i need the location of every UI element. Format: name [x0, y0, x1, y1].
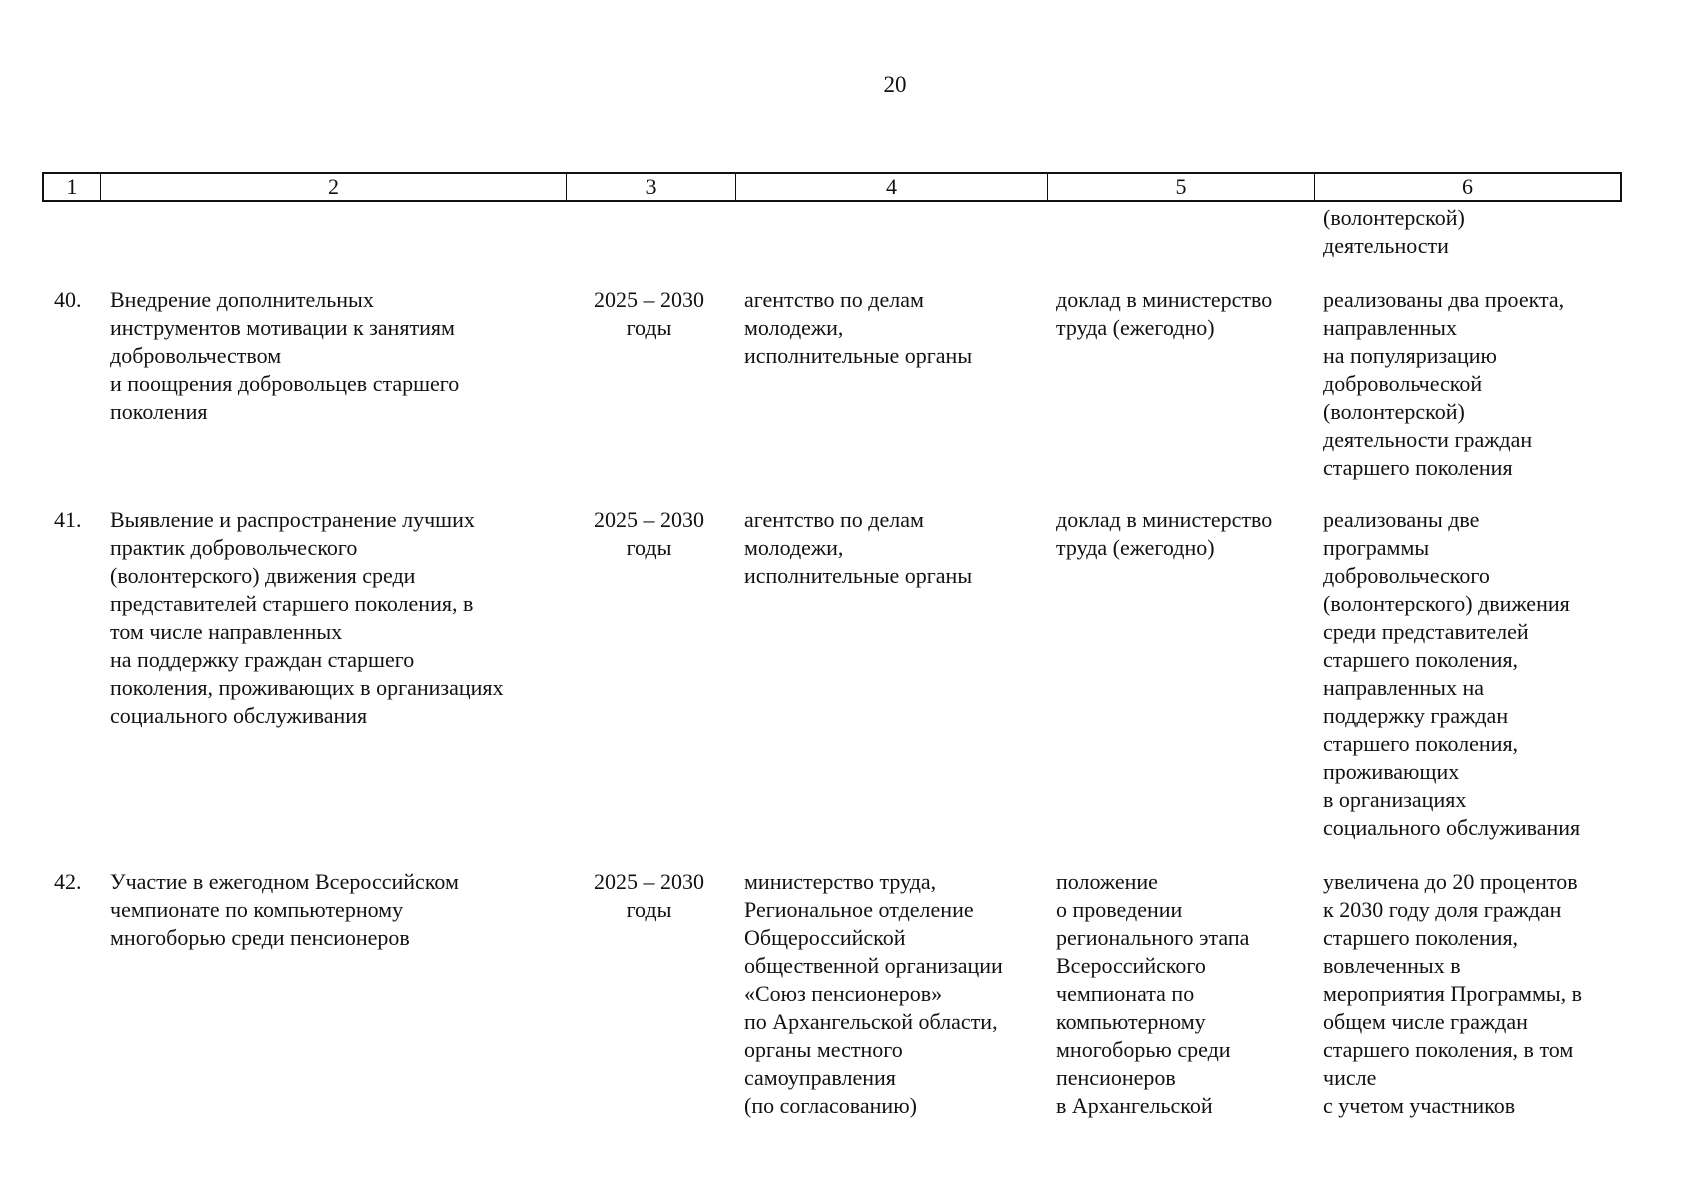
row-number: 40.: [54, 287, 82, 312]
column-header-1: 1: [44, 174, 101, 200]
column-header-2: 2: [101, 174, 567, 200]
result-cell: увеличена до 20 процентов к 2030 году доля граждан старшего поколения, вовлеченных в мероприятия Программы, в общем числе граждан старшего поколения, в том числе с учетом участников: [1323, 869, 1583, 1118]
measure-text: Выявление и распространение лучших практик добровольческого (волонтерского) движения среди представителей старшего поколения, в том числе направленных на поддержку граждан старшего поколения, проживающих в организациях социального обслуживания: [110, 507, 504, 728]
responsible-cell: министерство труда, Региональное отделение Общероссийской общественной организации «Союз пенсионеров» по Архангельской области, органы местного самоуправления (по согласованию): [744, 869, 1003, 1118]
column-header-3: 3: [567, 174, 736, 200]
result-cell: реализованы две программы добровольческого (волонтерского) движения среди представителей старшего поколения, направленных на поддержку граждан старшего поколения, проживающих в организациях социального обслуживания: [1323, 507, 1581, 840]
continuation-result-cell: (волонтерской) деятельности: [1323, 205, 1465, 258]
row-number: 41.: [54, 507, 82, 532]
report-cell: доклад в министерство труда (ежегодно): [1056, 507, 1273, 560]
responsible-cell: агентство по делам молодежи, исполнительные органы: [744, 287, 973, 368]
row-number: 42.: [54, 869, 82, 894]
responsible-cell: агентство по делам молодежи, исполнительные органы: [744, 507, 973, 588]
period-cell: 2025 – 2030 годы: [594, 287, 704, 340]
page-number: 20: [883, 72, 907, 97]
report-cell: положение о проведении регионального этапа Всероссийского чемпионата по компьютерному многоборью среди пенсионеров в Архангельской: [1056, 869, 1250, 1118]
table-header-row: [42, 172, 1622, 202]
period-cell: 2025 – 2030 годы: [594, 869, 704, 922]
measure-text: Участие в ежегодном Всероссийском чемпионате по компьютерному многоборью среди пенсионеров: [110, 869, 459, 950]
column-header-5: 5: [1048, 174, 1315, 200]
column-header-6: 6: [1462, 174, 1473, 199]
column-header-4: 4: [736, 174, 1048, 200]
result-cell: реализованы два проекта, направленных на популяризацию добровольческой (волонтерской) деятельности граждан старшего поколения: [1323, 287, 1565, 480]
measure-text: Внедрение дополнительных инструментов мотивации к занятиям добровольчеством и поощрения добровольцев старшего поколения: [110, 287, 460, 424]
report-cell: доклад в министерство труда (ежегодно): [1056, 287, 1273, 340]
period-cell: 2025 – 2030 годы: [594, 507, 704, 560]
